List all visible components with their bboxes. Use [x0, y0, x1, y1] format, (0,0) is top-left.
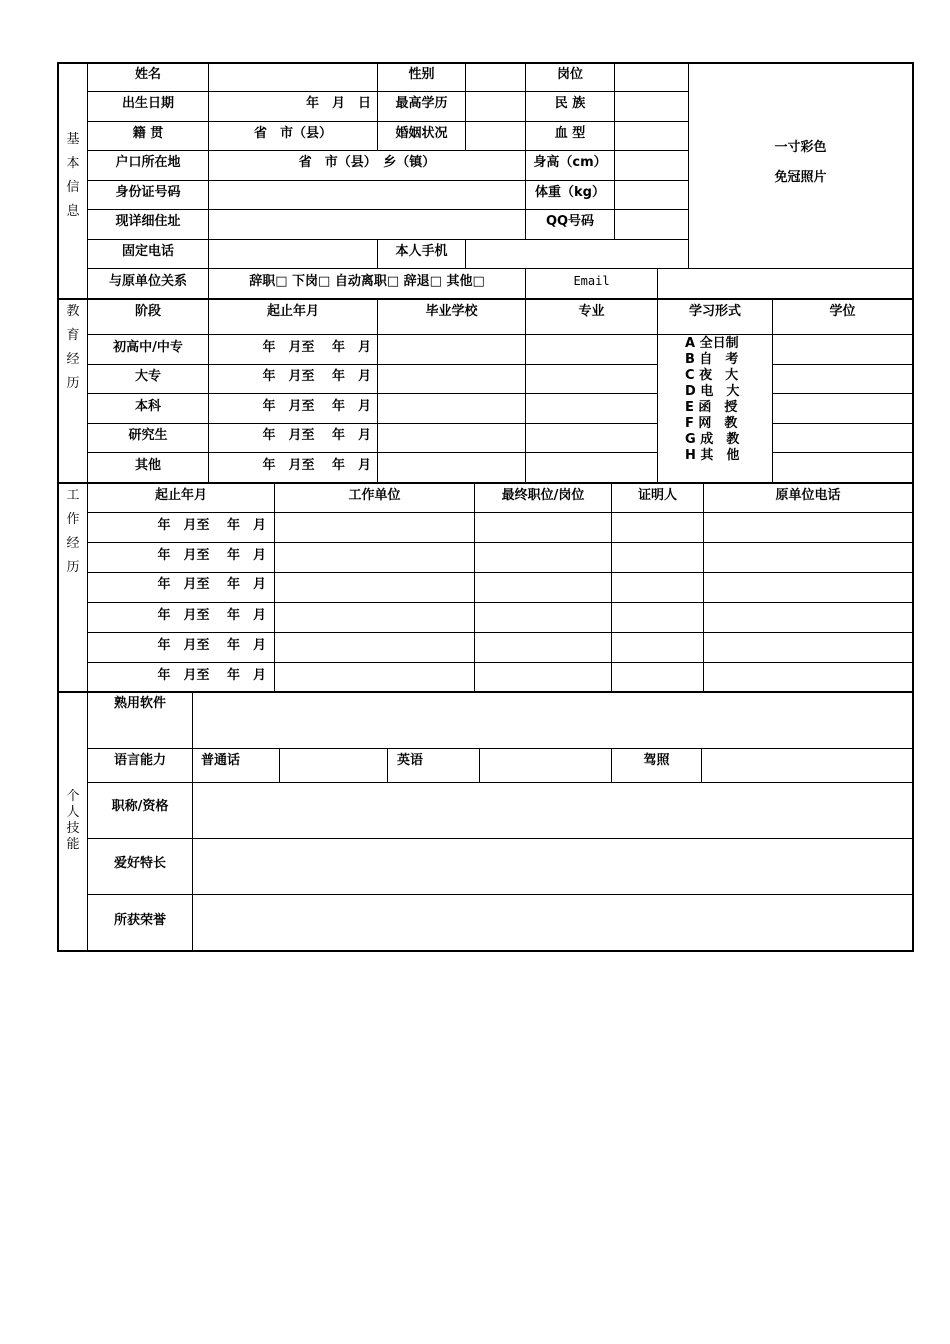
section-label-basic: 基 本 信 息 — [66, 132, 80, 219]
label-gender: 性别 — [408, 67, 435, 82]
work-date-4: 年 月至 年 月 — [157, 608, 266, 623]
edu-date-1: 年 月至 年 月 — [262, 340, 371, 355]
photo-label-line2: 免冠照片 — [774, 170, 827, 185]
label-email: Email — [573, 274, 610, 288]
work-header-company: 工作单位 — [348, 488, 401, 503]
edu-stage-2: 大专 — [134, 369, 161, 384]
label-name: 姓名 — [134, 67, 161, 82]
edu-header-dates: 起止年月 — [266, 304, 319, 319]
edu-stage-5: 其他 — [134, 458, 161, 473]
work-header-reference: 证明人 — [637, 488, 677, 503]
label-english: 英语 — [397, 753, 424, 768]
edu-form-g: G 成 教 — [685, 432, 740, 447]
label-language: 语言能力 — [113, 753, 166, 768]
edu-date-3: 年 月至 年 月 — [262, 399, 371, 414]
label-hobby: 爱好特长 — [113, 856, 166, 871]
relation-options: 辞职□ 下岗□ 自动离职□ 辞退□ 其他□ — [249, 274, 485, 289]
label-id-number: 身份证号码 — [115, 185, 181, 200]
border-right — [912, 62, 914, 952]
edu-header-stage: 阶段 — [134, 304, 161, 319]
section-label-skills: 个 人 技 能 — [66, 789, 80, 852]
label-relation: 与原单位关系 — [108, 274, 187, 289]
edu-form-h: H 其 他 — [685, 448, 740, 463]
label-highest-edu: 最高学历 — [395, 96, 448, 111]
label-qq: QQ号码 — [545, 214, 595, 229]
edu-header-degree: 学位 — [829, 304, 856, 319]
edu-form-b: B 自 考 — [685, 352, 739, 367]
work-date-1: 年 月至 年 月 — [157, 518, 266, 533]
section-label-work: 工 作 经 历 — [66, 488, 80, 575]
edu-header-major: 专业 — [578, 304, 605, 319]
hukou-format: 省 市（县） 乡（镇） — [298, 155, 436, 170]
edu-date-5: 年 月至 年 月 — [262, 458, 371, 473]
label-blood-type: 血 型 — [554, 126, 586, 141]
section-sep-skills — [57, 691, 914, 693]
native-place-format: 省 市（县） — [253, 126, 332, 141]
label-hukou: 户口所在地 — [115, 155, 181, 170]
label-mandarin: 普通话 — [201, 753, 241, 768]
border-top — [57, 62, 914, 64]
photo-label-line1: 一寸彩色 — [774, 140, 827, 155]
resume-form — [57, 62, 914, 952]
label-weight: 体重（kg） — [535, 185, 605, 200]
label-license: 驾照 — [643, 753, 670, 768]
label-landline: 固定电话 — [121, 244, 174, 259]
section-label-education: 教 育 经 历 — [66, 304, 80, 391]
edu-stage-3: 本科 — [134, 399, 161, 414]
edu-form-e: E 函 授 — [685, 400, 738, 415]
edu-form-f: F 网 教 — [685, 416, 738, 431]
edu-header-form: 学习形式 — [688, 304, 741, 319]
work-header-title: 最终职位/岗位 — [501, 488, 585, 503]
edu-date-4: 年 月至 年 月 — [262, 428, 371, 443]
edu-form-d: D 电 大 — [685, 384, 740, 399]
label-mobile: 本人手机 — [395, 244, 448, 259]
edu-stage-1: 初高中/中专 — [113, 340, 183, 355]
work-date-5: 年 月至 年 月 — [157, 638, 266, 653]
label-ethnicity: 民 族 — [554, 96, 586, 111]
work-header-phone: 原单位电话 — [775, 488, 841, 503]
edu-stage-4: 研究生 — [128, 428, 168, 443]
section-sep-edu — [57, 298, 914, 300]
label-honor: 所获荣誉 — [113, 913, 166, 928]
label-title: 职称/资格 — [111, 799, 169, 814]
label-position: 岗位 — [556, 67, 583, 82]
label-marital: 婚姻状况 — [395, 126, 448, 141]
section-sep-work — [57, 482, 914, 484]
edu-form-a: A 全日制 — [685, 336, 739, 351]
label-native-place: 籍 贯 — [132, 126, 164, 141]
label-software: 熟用软件 — [113, 696, 166, 711]
label-address: 现详细住址 — [115, 214, 181, 229]
work-date-6: 年 月至 年 月 — [157, 668, 266, 683]
work-date-3: 年 月至 年 月 — [157, 577, 266, 592]
work-date-2: 年 月至 年 月 — [157, 548, 266, 563]
label-height: 身高（cm） — [533, 155, 607, 170]
work-header-dates: 起止年月 — [154, 488, 207, 503]
birth-date-format: 年 月 日 — [305, 96, 371, 111]
edu-date-2: 年 月至 年 月 — [262, 369, 371, 384]
edu-form-c: C 夜 大 — [685, 368, 739, 383]
border-bottom — [57, 950, 914, 952]
label-birth-date: 出生日期 — [121, 96, 174, 111]
edu-header-school: 毕业学校 — [425, 304, 478, 319]
